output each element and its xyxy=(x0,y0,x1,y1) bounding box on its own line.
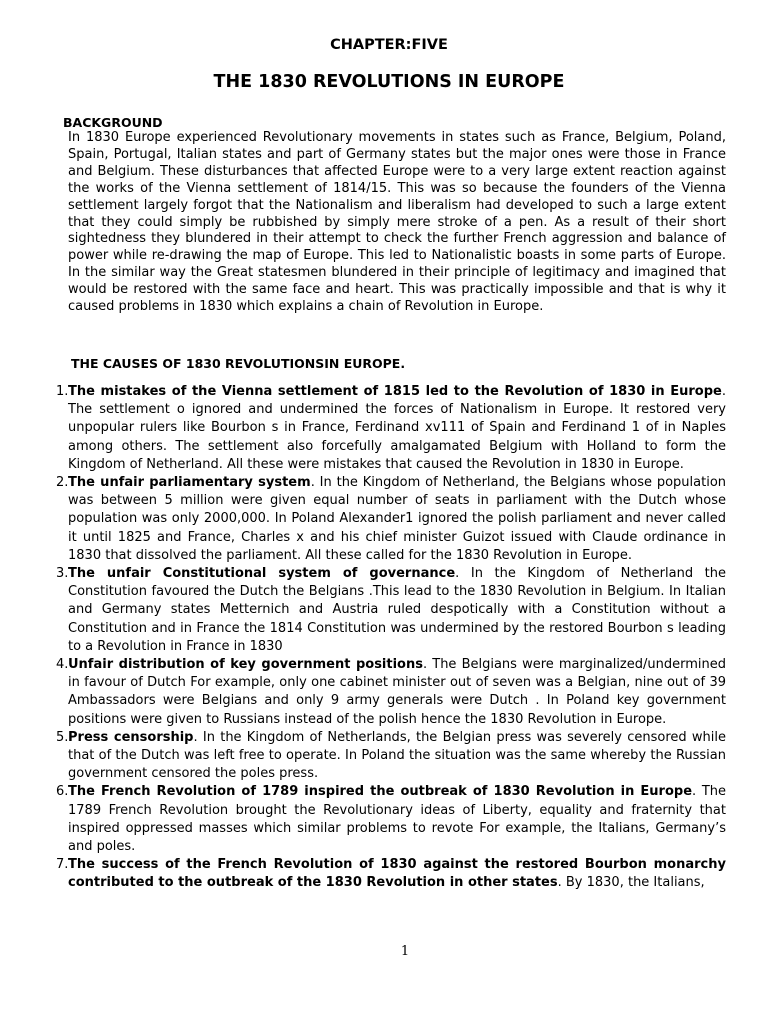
cause-lead: Unfair distribution of key government positions xyxy=(68,657,423,673)
causes-heading: THE CAUSES OF 1830 REVOLUTIONSIN EUROPE. xyxy=(71,356,406,371)
cause-lead: The unfair Constitutional system of governance xyxy=(68,566,456,582)
cause-item-7 xyxy=(56,856,726,892)
list-number: 7. xyxy=(56,857,69,873)
list-number: 5. xyxy=(56,729,69,745)
list-number: 1. xyxy=(56,384,69,399)
cause-item-5 xyxy=(56,729,726,784)
cause-lead: The mistakes of the Vienna settlement of 1815 led to the Revolution of 1830 in Europe xyxy=(68,384,722,399)
cause-lead: The French Revolution of 1789 inspired the outbreak of 1830 Revolution in Europe xyxy=(68,784,693,800)
background-paragraph: In 1830 Europe experienced Revolutionary movements in states such as France, Belgium, Poland, Spain, Portugal, Italian states and part of Germany states but the major ones were those in France and Belgium. These disturbances that affected Europe were to a very large extent reaction against the works of the Vienna settlement of 1814/15. This was so because the founders of the Vienna settlement largely forgot that the Nationalism and liberalism had developed to such a large extent that they could simply be rubbished by simply mere stroke of a pen. As a result of their short sightedness they blundered in their attempt to check the further French aggression and balance of power while re-drawing the map of Europe. This led to Nationalistic boasts in some parts of Europe. In the similar way the Great statesmen blundered in their principle of legitimacy and imagined that would be restored with the same face and heart. This was practically impossible and that is why it caused problems in 1830 which explains a chain of Revolution in Europe. xyxy=(68,130,726,315)
list-number: 6. xyxy=(56,784,69,800)
cause-item-3 xyxy=(56,565,726,656)
page-number: 1 xyxy=(400,944,410,959)
cause-lead: The unfair parliamentary system xyxy=(68,475,311,491)
cause-text: . The settlement o ignored and undermined the forces of Nationalism in Europe. It restored very unpopular rulers like Bourbon s in France, Ferdinand xv111 of Spain and Ferdinand 1 of in Naples among others. The settlement also forcefully amalgamated Belgium with Holland to form the Kingdom of Netherland. All these were mistakes that caused the Revolution in 1830 in Europe. xyxy=(68,384,726,472)
list-number: 3. xyxy=(56,566,69,582)
cause-lead: The success of the French Revolution of 1830 against the restored Bourbon monarchy contributed to the outbreak of the 1830 Revolution in other states xyxy=(68,857,726,891)
causes-list xyxy=(56,383,727,893)
chapter-label: CHAPTER:FIVE xyxy=(330,37,448,53)
cause-text: . By 1830, the Italians, xyxy=(557,875,705,891)
background-heading: BACKGROUND xyxy=(63,115,163,130)
page-title: THE 1830 REVOLUTIONS IN EUROPE xyxy=(213,72,565,92)
cause-text: . In the Kingdom of Netherlands, the Belgian press was severely censored while that of the Dutch was left free to operate. In Poland the situation was the same whereby the Russian government censored the poles press. xyxy=(68,729,726,782)
cause-text: . In the Kingdom of Netherland the Constitution favoured the Dutch the Belgians .This lead to the 1830 Revolution in Belgium. In Italian and Germany states Metternich and Austria ruled despotically with a Constitution without a Constitution and in France the 1814 Constitution was undermined by the restored Bourbon s leading to a Revolution in France in 1830 xyxy=(68,566,726,654)
cause-text: . The Belgians were marginalized/undermined in favour of Dutch For example, only one cabinet minister out of seven was a Belgian, nine out of 39 Ambassadors were Belgians and only 9 army generals were Dutch . In Poland key government positions were given to Russians instead of the polish hence the 1830 Revolution in Europe. xyxy=(68,657,726,727)
cause-text: . The 1789 French Revolution brought the Revolutionary ideas of Liberty, equality and fraternity that inspired oppressed masses which similar problems to revote For example, the Italians, Germany’s and poles. xyxy=(68,784,726,855)
cause-item-4 xyxy=(56,656,726,729)
cause-item-1 xyxy=(56,383,726,474)
list-number: 4. xyxy=(56,657,69,673)
cause-item-2 xyxy=(56,474,727,565)
cause-lead: Press censorship xyxy=(68,729,194,745)
list-number: 2. xyxy=(56,475,69,491)
cause-item-6 xyxy=(56,783,726,856)
cause-text: . In the Kingdom of Netherland, the Belgians whose population was between 5 million were given equal number of seats in parliament with the Dutch whose population was only 2000,000. In Poland Alexander1 ignored the polish parliament and never called it until 1825 and France, Charles x and his chief minister Guizot issued with Claude ordinance in 1830 that dissolved the parliament. All these called for the 1830 Revolution in Europe. xyxy=(68,475,727,563)
